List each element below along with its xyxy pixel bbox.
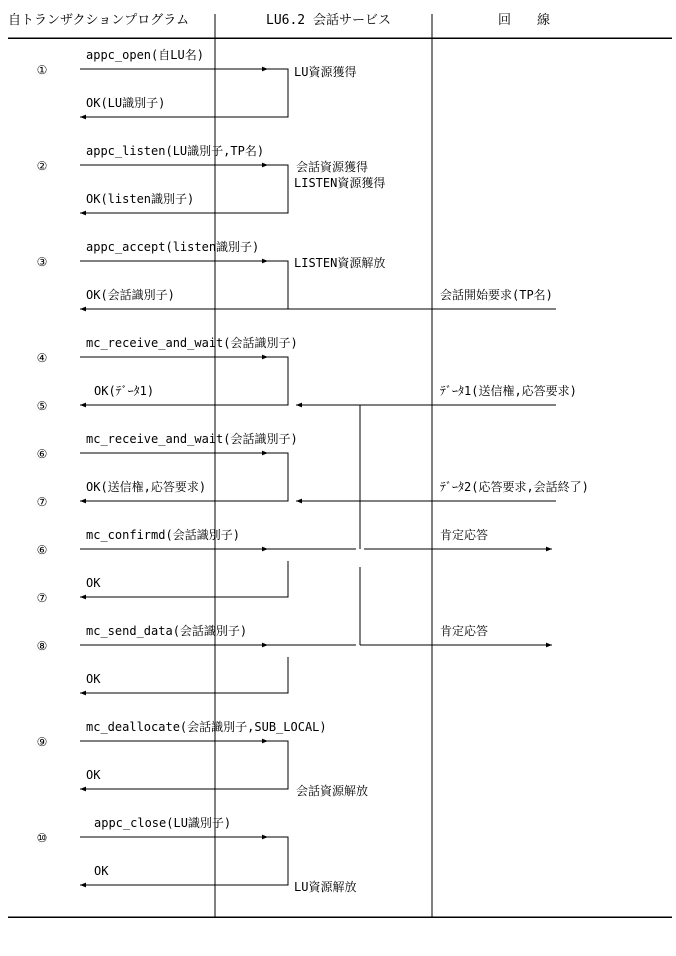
reply-label: OK(LU識別子): [86, 96, 166, 110]
reply-label: OK(送信権,応答要求): [86, 480, 207, 494]
call-label: appc_open(自LU名): [86, 48, 204, 62]
step-number: ⑤: [36, 399, 48, 413]
reply-label: OK: [86, 672, 101, 686]
reply-label: OK: [86, 576, 101, 590]
reply-label: OK(会話識別子): [86, 288, 175, 302]
step-number: ⑧: [36, 639, 48, 653]
service-label: 会話資源解放: [296, 784, 369, 798]
call-label: mc_confirmd(会話識別子): [86, 528, 240, 542]
header-service: LU6.2 会話サービス: [266, 13, 391, 28]
call-label: appc_close(LU識別子): [94, 816, 232, 830]
service-label: LU資源獲得: [294, 65, 357, 79]
reply-label: OK(listen識別子): [86, 192, 195, 206]
service-loop: [80, 741, 288, 789]
line-label: ﾃﾞｰﾀ2(応答要求,会話終了): [440, 480, 589, 494]
call-label: appc_accept(listen識別子): [86, 240, 260, 254]
call-label: mc_receive_and_wait(会話識別子): [86, 432, 298, 446]
reply-loop: [80, 657, 288, 693]
line-label: 肯定応答: [440, 624, 489, 638]
step-number: ⑦: [36, 591, 48, 605]
reply-label: OK(ﾃﾞｰﾀ1): [94, 384, 155, 398]
service-label: LISTEN資源獲得: [294, 176, 386, 190]
call-label: mc_send_data(会話識別子): [86, 624, 248, 638]
line-label: 肯定応答: [440, 528, 489, 542]
line-label: ﾃﾞｰﾀ1(送信権,応答要求): [440, 384, 577, 398]
step-number: ④: [36, 351, 48, 365]
step-number: ③: [36, 255, 48, 269]
reply-label: OK: [94, 864, 109, 878]
step-number: ①: [36, 63, 48, 77]
line-label: 会話開始要求(TP名): [440, 288, 553, 302]
reply-loop: [80, 561, 288, 597]
call-label: mc_deallocate(会話識別子,SUB_LOCAL): [86, 720, 327, 734]
header-program: 自トランザクションプログラム: [8, 13, 190, 28]
header-line: 回 線: [498, 13, 551, 28]
step-number: ⑥: [36, 543, 48, 557]
step-number: ⑥: [36, 447, 48, 461]
step-number: ⑨: [36, 735, 48, 749]
service-label: LU資源解放: [294, 880, 357, 894]
service-loop: [80, 837, 288, 885]
service-loop: [262, 261, 288, 309]
step-number: ⑩: [36, 831, 48, 845]
reply-label: OK: [86, 768, 101, 782]
service-label: LISTEN資源解放: [294, 256, 386, 270]
call-label: appc_listen(LU識別子,TP名): [86, 144, 265, 158]
service-label: 会話資源獲得: [296, 160, 369, 174]
step-number: ②: [36, 159, 48, 173]
step-number: ⑦: [36, 495, 48, 509]
call-label: mc_receive_and_wait(会話識別子): [86, 336, 298, 350]
